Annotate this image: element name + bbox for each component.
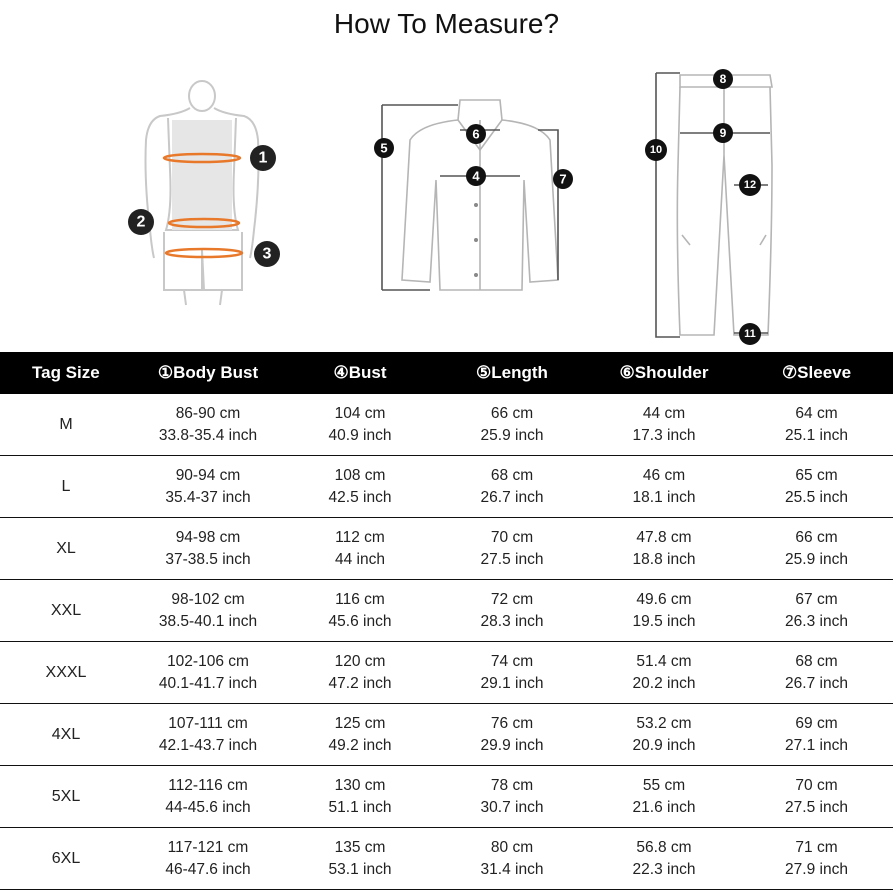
col-header-length: ⑤Length (436, 352, 588, 394)
col-header-shoulder: ⑥Shoulder (588, 352, 740, 394)
size-cell: L (0, 456, 132, 518)
svg-text:4: 4 (472, 168, 480, 184)
svg-text:3: 3 (262, 245, 272, 263)
body-bust-cell: 102-106 cm 40.1-41.7 inch (132, 642, 284, 704)
bust-cell: 125 cm 49.2 inch (284, 704, 436, 766)
sleeve-cell: 71 cm 27.9 inch (740, 828, 893, 890)
badge-4 (466, 166, 486, 186)
badge-1 (250, 145, 276, 171)
sleeve-cell: 66 cm 25.9 inch (740, 518, 893, 580)
badge-11 (739, 323, 761, 345)
col-header-sleeve: ⑦Sleeve (740, 352, 893, 394)
svg-text:10: 10 (649, 144, 663, 156)
table-row (0, 580, 893, 642)
body-bust-cell: 107-111 cm 42.1-43.7 inch (132, 704, 284, 766)
size-cell: XXXL (0, 642, 132, 704)
bust-cell: 108 cm 42.5 inch (284, 456, 436, 518)
sleeve-cell: 69 cm 27.1 inch (740, 704, 893, 766)
shoulder-cell: 55 cm 21.6 inch (588, 766, 740, 828)
badge-7 (553, 169, 573, 189)
svg-text:5: 5 (380, 140, 388, 156)
jacket-figure (370, 90, 580, 300)
col-header-tag-size: Tag Size (0, 352, 132, 394)
badge-8 (713, 69, 733, 89)
badge-12 (739, 174, 761, 196)
svg-text:6: 6 (472, 126, 480, 142)
measure-figures (0, 60, 893, 350)
size-cell: 5XL (0, 766, 132, 828)
length-cell: 76 cm 29.9 inch (436, 704, 588, 766)
length-cell: 74 cm 29.1 inch (436, 642, 588, 704)
col-header-body-bust: ①Body Bust (132, 352, 284, 394)
bust-cell: 120 cm 47.2 inch (284, 642, 436, 704)
body-bust-cell: 98-102 cm 38.5-40.1 inch (132, 580, 284, 642)
badge-9 (713, 123, 733, 143)
svg-text:9: 9 (719, 126, 727, 140)
bust-cell: 116 cm 45.6 inch (284, 580, 436, 642)
badge-6 (466, 124, 486, 144)
bust-cell: 135 cm 53.1 inch (284, 828, 436, 890)
sleeve-cell: 67 cm 26.3 inch (740, 580, 893, 642)
sleeve-cell: 70 cm 27.5 inch (740, 766, 893, 828)
sleeve-cell: 68 cm 26.7 inch (740, 642, 893, 704)
size-cell: 6XL (0, 828, 132, 890)
bust-cell: 104 cm 40.9 inch (284, 394, 436, 456)
page-title: How To Measure? (333, 8, 560, 39)
shoulder-cell: 44 cm 17.3 inch (588, 394, 740, 456)
shoulder-cell: 51.4 cm 20.2 inch (588, 642, 740, 704)
bust-cell: 112 cm 44 inch (284, 518, 436, 580)
size-cell: M (0, 394, 132, 456)
badge-10 (645, 139, 667, 161)
size-cell: XL (0, 518, 132, 580)
badge-5 (374, 138, 394, 158)
shoulder-cell: 53.2 cm 20.9 inch (588, 704, 740, 766)
table-row (0, 642, 893, 704)
shoulder-cell: 46 cm 18.1 inch (588, 456, 740, 518)
svg-text:11: 11 (744, 328, 756, 340)
body-bust-cell: 112-116 cm 44-45.6 inch (132, 766, 284, 828)
table-row (0, 704, 893, 766)
length-cell: 66 cm 25.9 inch (436, 394, 588, 456)
svg-text:8: 8 (719, 72, 727, 86)
pants-figure (640, 65, 780, 350)
table-row (0, 394, 893, 456)
svg-text:1: 1 (258, 149, 268, 167)
size-cell: XXL (0, 580, 132, 642)
table-row (0, 828, 893, 890)
svg-text:2: 2 (136, 213, 146, 231)
body-bust-cell: 94-98 cm 37-38.5 inch (132, 518, 284, 580)
svg-text:12: 12 (743, 179, 757, 191)
sleeve-cell: 64 cm 25.1 inch (740, 394, 893, 456)
body-vest-figure (120, 80, 290, 310)
svg-text:7: 7 (559, 171, 567, 187)
shoulder-cell: 56.8 cm 22.3 inch (588, 828, 740, 890)
shoulder-cell: 49.6 cm 19.5 inch (588, 580, 740, 642)
shoulder-cell: 47.8 cm 18.8 inch (588, 518, 740, 580)
length-cell: 78 cm 30.7 inch (436, 766, 588, 828)
length-cell: 68 cm 26.7 inch (436, 456, 588, 518)
size-cell: 4XL (0, 704, 132, 766)
table-row (0, 766, 893, 828)
bust-cell: 130 cm 51.1 inch (284, 766, 436, 828)
sleeve-cell: 65 cm 25.5 inch (740, 456, 893, 518)
badge-2 (128, 209, 154, 235)
body-bust-cell: 86-90 cm 33.8-35.4 inch (132, 394, 284, 456)
table-row (0, 518, 893, 580)
table-row (0, 456, 893, 518)
col-header-bust: ④Bust (284, 352, 436, 394)
size-table (0, 352, 893, 890)
badge-3 (254, 241, 280, 267)
body-bust-cell: 90-94 cm 35.4-37 inch (132, 456, 284, 518)
length-cell: 70 cm 27.5 inch (436, 518, 588, 580)
body-bust-cell: 117-121 cm 46-47.6 inch (132, 828, 284, 890)
length-cell: 80 cm 31.4 inch (436, 828, 588, 890)
table-header-row (0, 352, 893, 394)
length-cell: 72 cm 28.3 inch (436, 580, 588, 642)
